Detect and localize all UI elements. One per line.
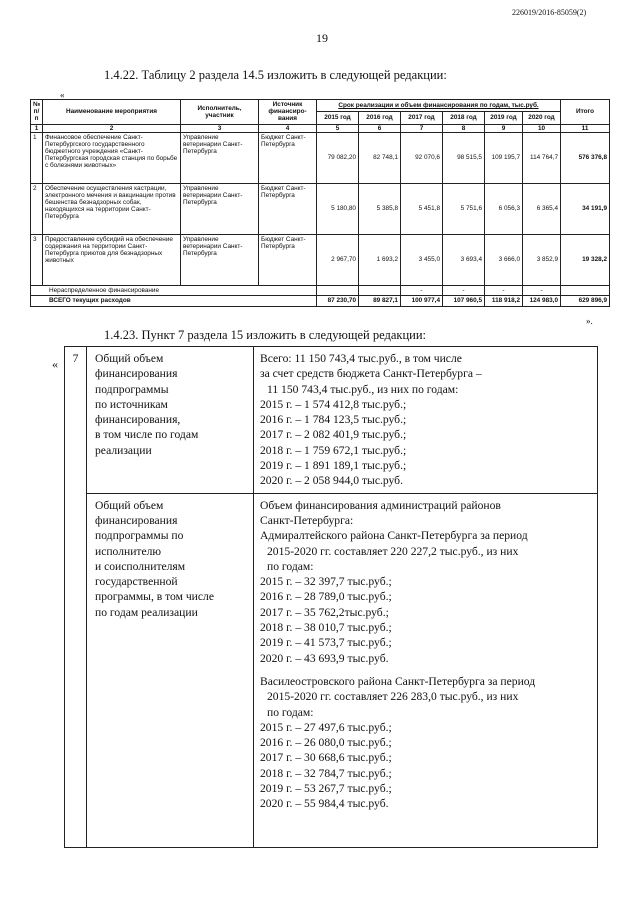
paragraph-1-4-22: 1.4.22. Таблицу 2 раздела 14.5 изложить в следующей редакции: xyxy=(104,68,447,82)
label-line: подпрограммы по xyxy=(95,529,184,543)
unallocated-value xyxy=(317,285,359,295)
document-id: 226019/2016-85059(2) xyxy=(512,8,587,17)
label-line: по источникам xyxy=(95,397,168,411)
unallocated-value: - xyxy=(523,285,561,295)
row-executor: Управление ветеринарии Санкт-Петербурга xyxy=(181,183,259,234)
content-line: 2018 г. – 38 010,7 тыс.руб.; xyxy=(260,621,392,635)
label-line: финансирования, xyxy=(95,413,181,427)
header-num: № п/п xyxy=(31,100,43,125)
row-executor: Управление ветеринарии Санкт-Петербурга xyxy=(181,132,259,183)
spacer xyxy=(260,666,591,674)
content-line: 2015-2020 гг. составляет 220 227,2 тыс.руб., из них xyxy=(267,544,519,558)
label-line: программы, в том числе xyxy=(95,590,214,604)
row-total: 34 191,9 xyxy=(561,183,610,234)
content-line: по годам: xyxy=(267,705,314,719)
content-line: Объем финансирования администраций районов xyxy=(260,498,501,512)
funding-by-executor-label xyxy=(87,493,254,847)
header-name: Наименование мероприятия xyxy=(43,100,181,125)
row-name: Обеспечение осуществления кастрации, электронного мечения и вакцинации против бешенства безнадзорных собак, находящихся на территории Санкт-Петербурга xyxy=(43,183,181,234)
header-year: 2018 год xyxy=(443,112,485,124)
content-line: 2019 г. – 53 267,7 тыс.руб.; xyxy=(260,782,392,796)
page-number: 19 xyxy=(316,31,328,45)
row-total: 19 328,2 xyxy=(561,234,610,285)
content-line: 2016 г. – 28 789,0 тыс.руб.; xyxy=(260,590,392,604)
total-value: 124 983,0 xyxy=(523,295,561,306)
row-name: Предоставление субсидий на обеспечение содержания на территории Санкт-Петербурга приютов для безнадзорных животных xyxy=(43,234,181,285)
label-line: исполнителю xyxy=(95,544,162,558)
content-line: 2015 г. – 32 397,7 тыс.руб.; xyxy=(260,575,392,589)
label-line: в том числе по годам xyxy=(95,428,199,442)
content-line: 2019 г. – 1 891 189,1 тыс.руб.; xyxy=(260,459,407,473)
row-value: 109 195,7 xyxy=(485,132,523,183)
column-number: 3 xyxy=(181,124,259,132)
row-value: 1 693,2 xyxy=(359,234,401,285)
grand-total: 629 896,9 xyxy=(561,295,610,306)
table-row xyxy=(65,347,598,494)
content-line: 2020 г. – 55 984,4 тыс.руб. xyxy=(260,797,389,811)
label-line: и соисполнителям xyxy=(95,559,186,573)
content-line: Адмиралтейского района Санкт-Петербурга за период xyxy=(260,529,528,543)
column-number: 7 xyxy=(401,124,443,132)
unallocated-row xyxy=(31,285,610,295)
unallocated-value: - xyxy=(485,285,523,295)
total-row xyxy=(31,295,610,306)
closing-quote-mark: ». xyxy=(586,316,593,326)
content-line: 2017 г. – 35 762,2тыс.руб.; xyxy=(260,605,389,619)
row-value: 5 751,6 xyxy=(443,183,485,234)
subprogram-passport-table xyxy=(64,346,598,848)
unallocated-value xyxy=(359,285,401,295)
row-value: 5 385,8 xyxy=(359,183,401,234)
row-value: 79 082,20 xyxy=(317,132,359,183)
table-row xyxy=(31,132,610,183)
row-value: 3 455,0 xyxy=(401,234,443,285)
row-value: 114 764,7 xyxy=(523,132,561,183)
row-value: 6 056,3 xyxy=(485,183,523,234)
paragraph-1-4-23: 1.4.23. Пункт 7 раздела 15 изложить в следующей редакции: xyxy=(104,328,426,342)
column-number: 4 xyxy=(259,124,317,132)
unallocated-label: Нераспределенное финансирование xyxy=(31,285,317,295)
content-line: за счет средств бюджета Санкт-Петербурга – xyxy=(260,367,482,381)
row-value: 3 693,4 xyxy=(443,234,485,285)
opening-quote-mark: « xyxy=(52,357,58,371)
row-value: 5 180,80 xyxy=(317,183,359,234)
content-line: 2019 г. – 41 573,7 тыс.руб.; xyxy=(260,636,392,650)
content-line: 2016 г. – 26 080,0 тыс.руб.; xyxy=(260,736,392,750)
row-value: 6 365,4 xyxy=(523,183,561,234)
label-line: по годам реализации xyxy=(95,605,198,619)
table-row xyxy=(31,234,610,285)
content-line: 2020 г. – 2 058 944,0 тыс.руб. xyxy=(260,474,403,488)
unallocated-value: - xyxy=(443,285,485,295)
content-line: 2015 г. – 27 497,6 тыс.руб.; xyxy=(260,720,392,734)
table-row xyxy=(65,493,598,847)
header-year: 2019 год xyxy=(485,112,523,124)
header-year: 2020 год xyxy=(523,112,561,124)
row-num: 3 xyxy=(31,234,43,285)
content-line: Санкт-Петербурга: xyxy=(260,513,354,527)
row-value: 98 515,5 xyxy=(443,132,485,183)
unallocated-value: - xyxy=(401,285,443,295)
label-line: государственной xyxy=(95,575,178,589)
total-value: 89 827,1 xyxy=(359,295,401,306)
total-label: ВСЕГО текущих расходов xyxy=(31,295,317,306)
content-line: 2016 г. – 1 784 123,5 тыс.руб.; xyxy=(260,413,407,427)
total-value: 118 918,2 xyxy=(485,295,523,306)
content-line: 2015 г. – 1 574 412,8 тыс.руб.; xyxy=(260,397,407,411)
header-total: Итого xyxy=(561,100,610,125)
column-number: 10 xyxy=(523,124,561,132)
content-line: 2018 г. – 32 784,7 тыс.руб.; xyxy=(260,766,392,780)
unallocated-total xyxy=(561,285,610,295)
row-source: Бюджет Санкт-Петербурга xyxy=(259,234,317,285)
column-number: 8 xyxy=(443,124,485,132)
header-period: Срок реализации и объем финансирования по годам, тыс.руб. xyxy=(317,100,561,112)
table-header-row xyxy=(31,100,610,112)
header-year: 2016 год xyxy=(359,112,401,124)
row-total: 576 376,8 xyxy=(561,132,610,183)
row-value: 3 852,9 xyxy=(523,234,561,285)
header-executor: Исполнитель, участник xyxy=(181,100,259,125)
label-line: подпрограммы xyxy=(95,382,169,396)
content-line: по годам: xyxy=(267,559,314,573)
label-line: Общий объем xyxy=(95,352,164,365)
column-number: 6 xyxy=(359,124,401,132)
row-source: Бюджет Санкт-Петербурга xyxy=(259,132,317,183)
label-line: реализации xyxy=(95,443,152,457)
header-source: Источник финансиро-вания xyxy=(259,100,317,125)
item-number: 7 xyxy=(65,347,87,848)
label-line: Общий объем xyxy=(95,498,164,512)
row-value: 92 070,6 xyxy=(401,132,443,183)
total-value: 87 230,70 xyxy=(317,295,359,306)
row-value: 5 451,8 xyxy=(401,183,443,234)
table-row xyxy=(31,183,610,234)
funding-by-source-label xyxy=(87,347,254,494)
content-line: 2018 г. – 1 759 672,1 тыс.руб.; xyxy=(260,443,407,457)
column-number: 9 xyxy=(485,124,523,132)
column-number: 1 xyxy=(31,124,43,132)
row-executor: Управление ветеринарии Санкт-Петербурга xyxy=(181,234,259,285)
column-number-row xyxy=(31,124,610,132)
column-number: 5 xyxy=(317,124,359,132)
header-year: 2017 год xyxy=(401,112,443,124)
label-line: финансирования xyxy=(95,367,178,381)
row-num: 2 xyxy=(31,183,43,234)
opening-quote-mark: « xyxy=(60,90,65,100)
row-value: 3 666,0 xyxy=(485,234,523,285)
column-number: 11 xyxy=(561,124,610,132)
total-value: 107 960,5 xyxy=(443,295,485,306)
content-line: 11 150 743,4 тыс.руб., из них по годам: xyxy=(267,382,459,396)
header-year: 2015 год xyxy=(317,112,359,124)
total-value: 100 977,4 xyxy=(401,295,443,306)
content-line: Всего: 11 150 743,4 тыс.руб., в том числе xyxy=(260,352,462,365)
column-number: 2 xyxy=(43,124,181,132)
funding-by-source-content xyxy=(254,347,598,494)
content-line: 2017 г. – 2 082 401,9 тыс.руб.; xyxy=(260,428,407,442)
content-line: 2015-2020 гг. составляет 226 283,0 тыс.руб., из них xyxy=(267,690,519,704)
row-name: Финансовое обеспечение Санкт-Петербургского государственного бюджетного учреждения «Санкт-Петербургская городская станция по борьбе с болезнями животных» xyxy=(43,132,181,183)
label-line: финансирования xyxy=(95,513,178,527)
row-source: Бюджет Санкт-Петербурга xyxy=(259,183,317,234)
funding-table-2 xyxy=(30,99,610,307)
row-num: 1 xyxy=(31,132,43,183)
row-value: 2 967,70 xyxy=(317,234,359,285)
content-line: Василеостровского района Санкт-Петербурга за период xyxy=(260,674,536,688)
funding-by-executor-content xyxy=(254,493,598,847)
content-line: 2017 г. – 30 668,6 тыс.руб.; xyxy=(260,751,392,765)
content-line: 2020 г. – 43 693,9 тыс.руб. xyxy=(260,651,389,665)
row-value: 82 748,1 xyxy=(359,132,401,183)
